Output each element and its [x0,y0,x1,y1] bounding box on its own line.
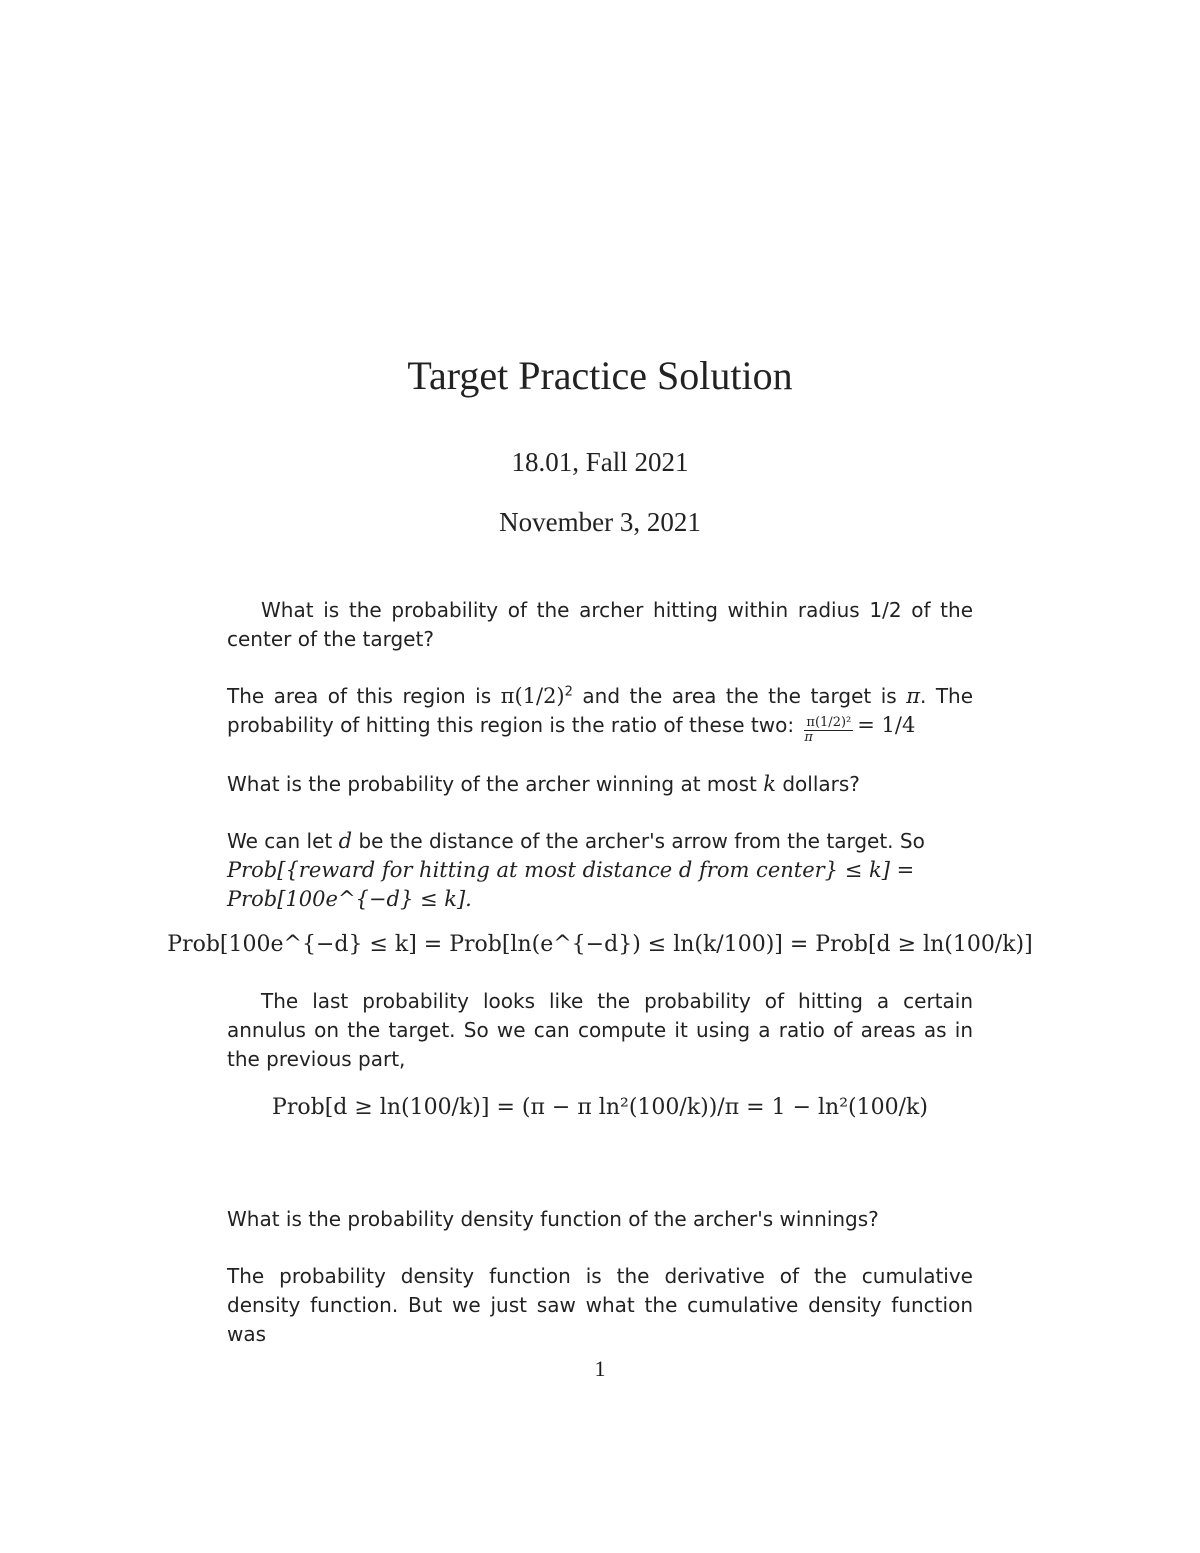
answer-2 [227,827,973,914]
question-1: What is the probability of the archer hitting within radius 1/2 of the center of the target? [227,598,973,651]
question-2-text-b: dollars? [782,772,860,796]
region-area-exponent: 2 [564,684,573,700]
question-3: What is the probability density function of the archer's winnings? [227,1207,879,1231]
equation-2: Prob[d ≥ ln(100/k)] = (π − π ln²(100/k))/π = 1 − ln²(100/k) [272,1095,928,1120]
page-number: 1 [594,1356,606,1381]
variable-k: k [763,772,776,796]
answer-3: The last probability looks like the probability of hitting a certain annulus on the target. So we can compute it using a ratio of areas as in the previous part, [227,989,973,1071]
course-label: 18.01, Fall 2021 [511,447,689,477]
answer-1 [227,682,973,745]
fraction-numerator: π(1/2)² [806,715,852,730]
region-area-expr: π(1/2) [500,684,565,708]
question-2 [227,770,973,799]
answer-4: The probability density function is the derivative of the cumulative density function. But we just saw what the cumulative density function was [227,1264,973,1346]
answer-2-line-2: Prob[{reward for hitting at most distance d from center} ≤ k] = [227,858,915,882]
equation-1: Prob[100e^{−d} ≤ k] = Prob[ln(e^{−d}) ≤ ln(k/100)] = Prob[d ≥ ln(100/k)] [167,932,1033,957]
variable-d: d [338,829,353,853]
fraction-denominator: π [804,730,813,745]
fraction-result: = 1/4 [857,713,916,737]
answer-2-line-3: Prob[100e^{−d} ≤ k]. [227,887,472,911]
answer-2-text-b: be the distance of the archer's arrow from the target. So [358,829,925,853]
answer-1-text-a: The area of this region is [227,684,492,708]
date-label: November 3, 2021 [499,507,701,537]
answer-1-text-b: and the area the the target is [582,684,897,708]
answer-1-text-c: . The probability of hitting this region is the ratio of these two: [227,684,974,737]
question-2-text-a: What is the probability of the archer winning at most [227,772,757,796]
answer-2-line-1 [227,827,973,856]
answer-2-text-a: We can let [227,829,333,853]
probability-fraction [804,716,853,745]
page-title: Target Practice Solution [407,353,793,398]
target-area-symbol: π [906,684,920,708]
